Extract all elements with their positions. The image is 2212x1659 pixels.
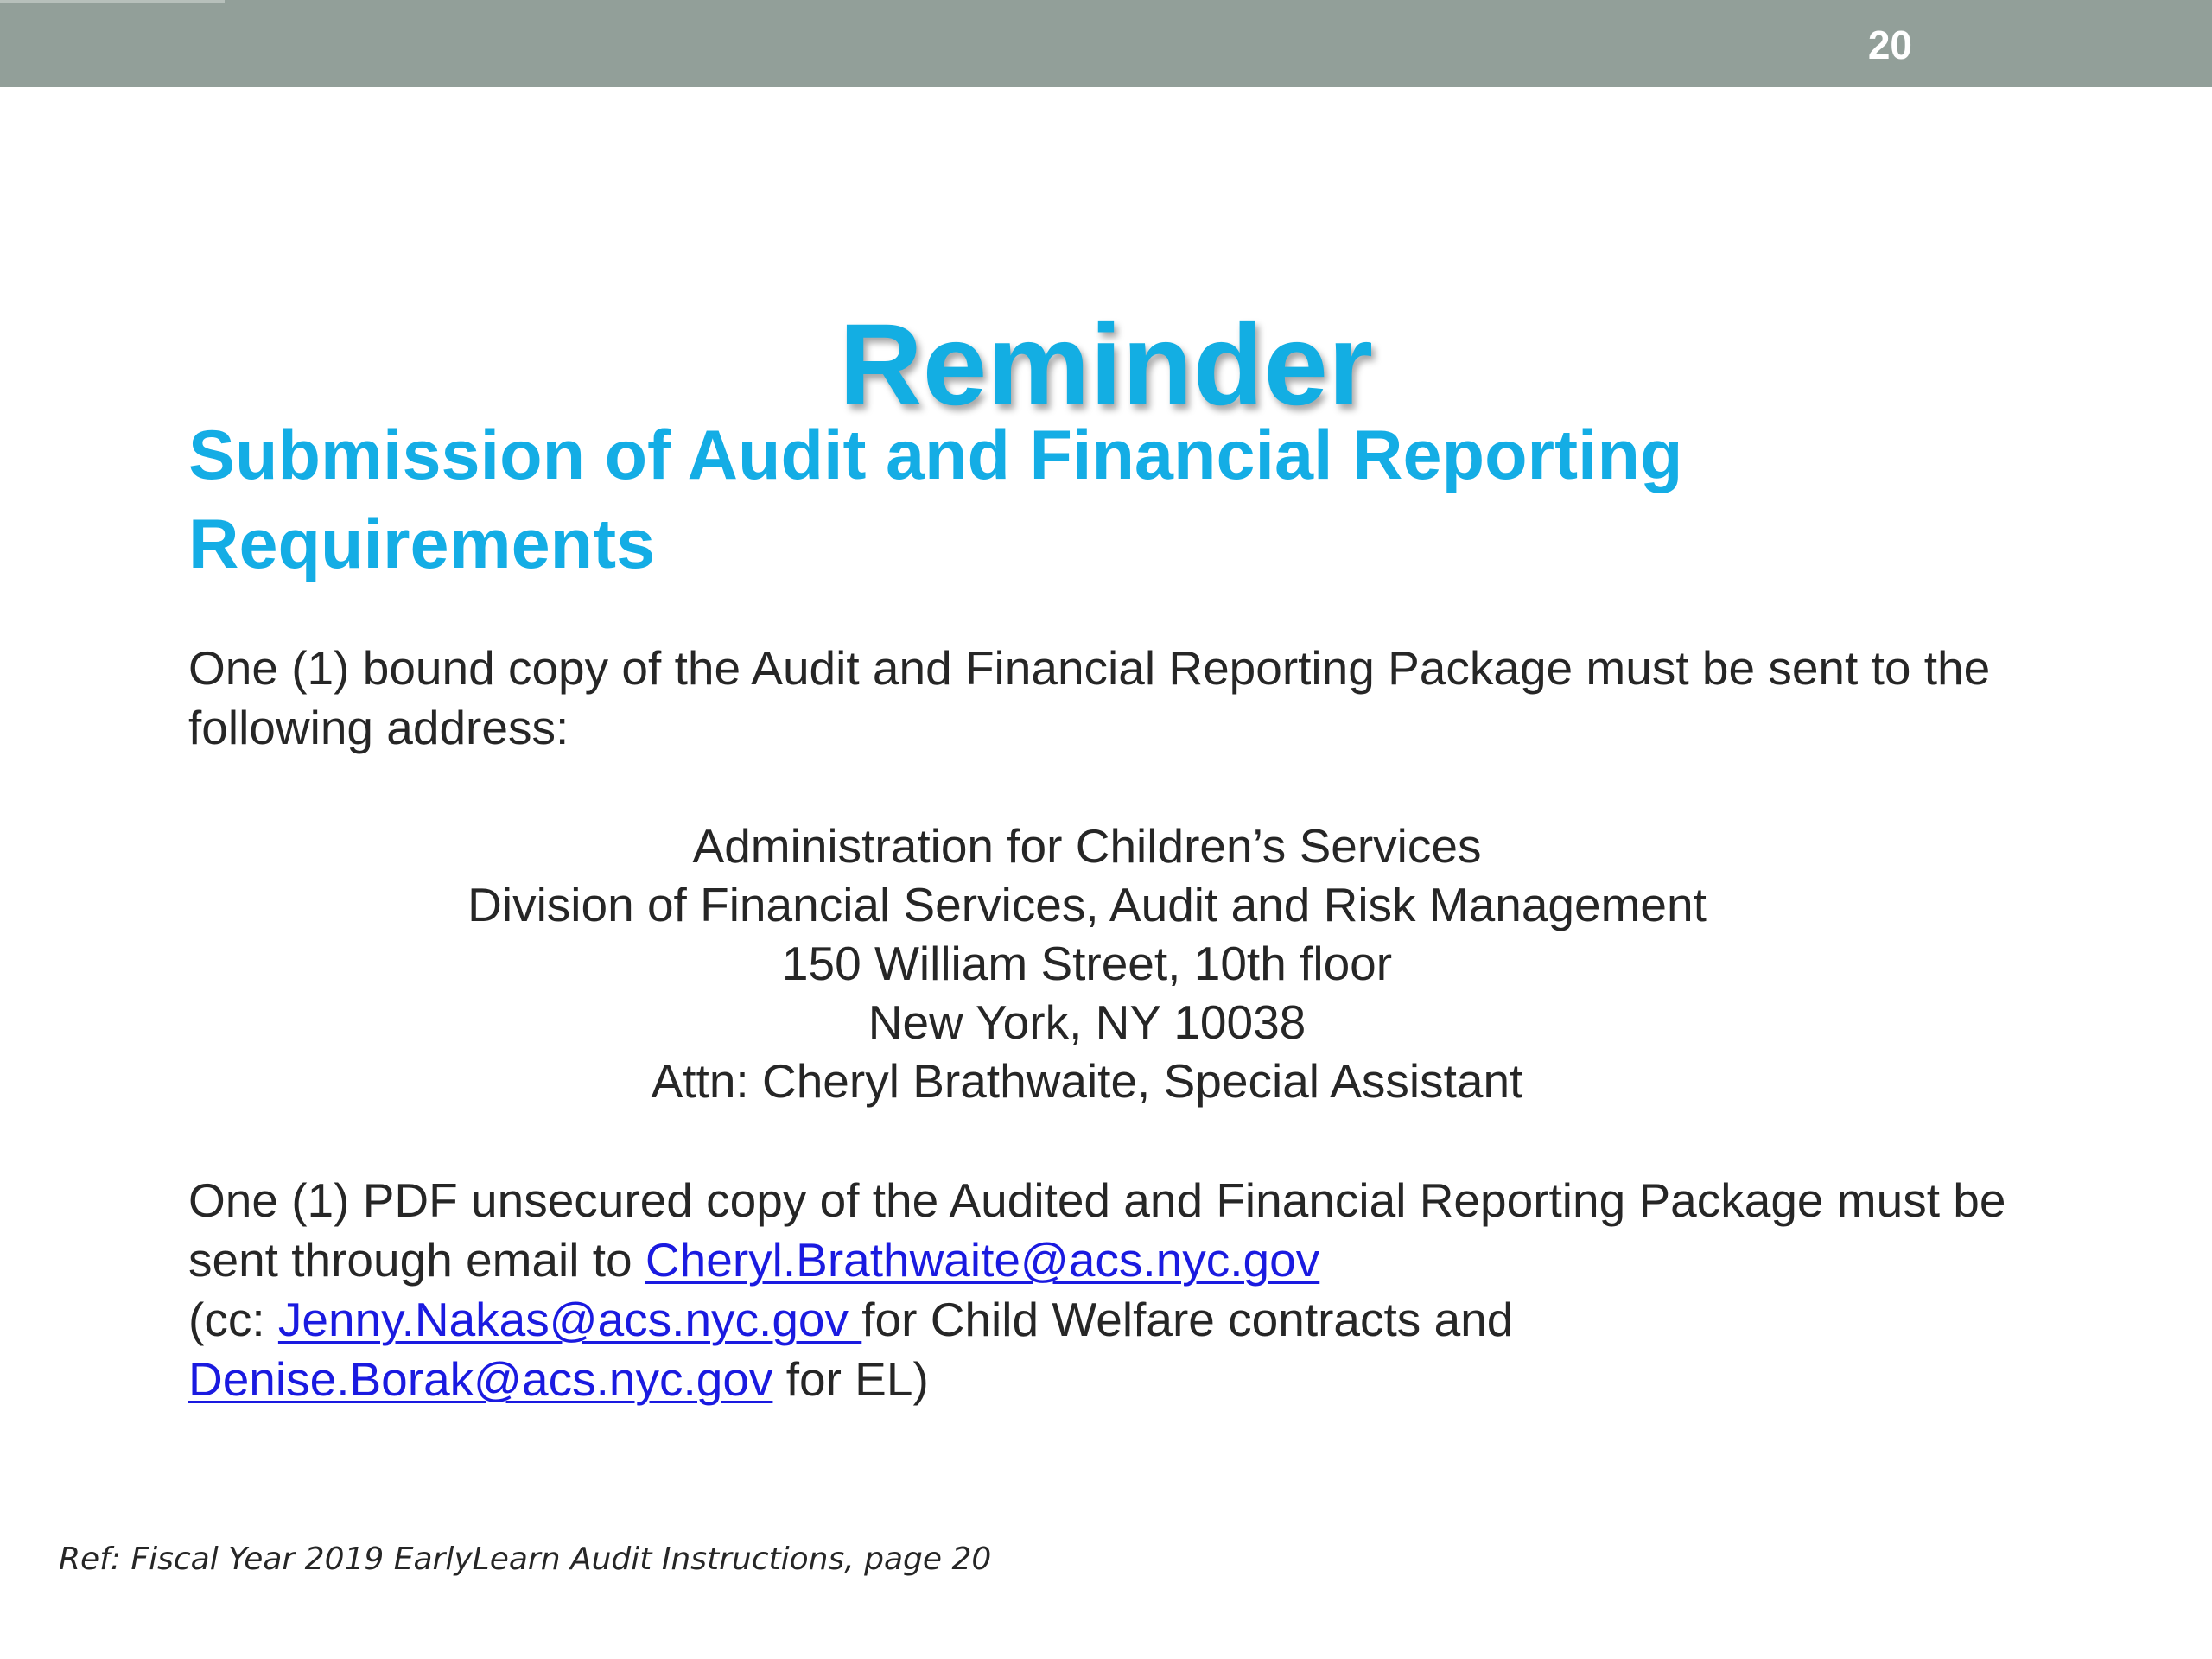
slide-subtitle: Submission of Audit and Financial Reporting Requirements	[188, 416, 1683, 583]
email-link-jenny-nakas[interactable]: Jenny.Nakas@acs.nyc.gov	[277, 1293, 862, 1346]
address-organization: Administration for Children’s Services	[692, 819, 1482, 873]
cc-prefix: (cc:	[188, 1293, 278, 1346]
slide-title: Reminder	[838, 300, 1374, 429]
address-division: Division of Financial Services, Audit and Risk Management	[467, 878, 1707, 931]
address-attention: Attn: Cheryl Brathwaite, Special Assistant	[651, 1054, 1523, 1108]
address-street: 150 William Street, 10th floor	[781, 937, 1393, 990]
email-link-denise-borak[interactable]: Denise.Borak@acs.nyc.gov	[188, 1352, 773, 1406]
pdf-copy-instruction	[188, 1171, 2089, 1409]
early-learn-note: for EL)	[772, 1352, 929, 1406]
child-welfare-note: for Child Welfare contracts and	[861, 1293, 1514, 1346]
reference-note: Ref: Fiscal Year 2019 EarlyLearn Audit Instructions, page 20	[59, 1541, 992, 1577]
slide-header-bar	[0, 0, 2212, 87]
bound-copy-instruction: One (1) bound copy of the Audit and Financial Reporting Package must be sent to the following address:	[188, 641, 1991, 754]
slide-number: 20	[1867, 22, 1912, 67]
header-bar-highlight	[0, 0, 225, 3]
email-link-cheryl-brathwaite[interactable]: Cheryl.Brathwaite@acs.nyc.gov	[645, 1233, 1320, 1287]
pdf-copy-text: One (1) PDF unsecured copy of the Audited and Financial Reporting Package must be sent through email to	[188, 1173, 2006, 1287]
mailing-address	[0, 817, 2174, 1110]
address-city-state-zip: New York, NY 10038	[868, 995, 1306, 1049]
